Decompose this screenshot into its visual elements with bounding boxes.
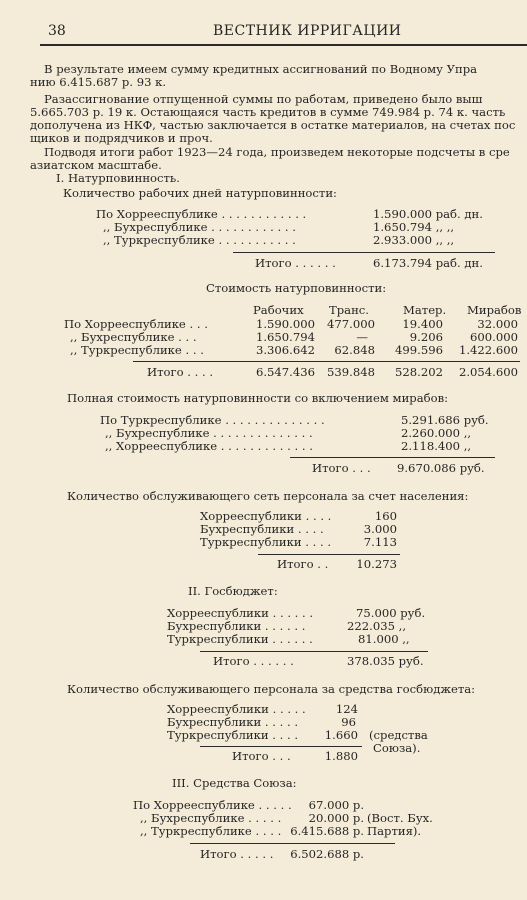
days-row-value: 2.933.000 ,, ,, [373,233,455,247]
full-cost-total-label: Итого . . . [312,461,371,475]
days-row-value: 1.590.000 раб. дн. [373,207,483,221]
cost-column-header: Рабочих [253,303,304,317]
population-staff-row-label: Хоррееспублики . . . . [200,509,332,523]
cost-cell: 1.422.600 [458,343,518,357]
budget-total-label: Итого . . . . . . [213,654,294,668]
budget-row-label: Туркреспублики . . . . . . [167,632,313,646]
union-row-value: 67.000 р. [308,798,364,812]
section-2-heading: II. Госбюджет: [188,584,278,598]
budget-staff-total-value: 1.880 [324,749,358,763]
header-rule [40,44,527,46]
population-staff-total-value: 10.273 [356,557,397,571]
population-staff-row-label: Бухреспублики . . . . [200,522,324,536]
budget-staff-row-value: 96 [341,715,356,729]
budget-staff-row-value: 124 [335,702,358,716]
cost-total-rule [133,361,520,362]
budget-row-label: Бухреспублики . . . . . . [167,619,306,633]
cost-row-label: ,, Туркреспублике . . . [70,343,204,357]
union-row-label: ,, Туркреспублике . . . . [140,824,282,838]
section-1-heading: I. Натурповинность. [56,171,180,185]
days-row-label: ,, Туркреспублике . . . . . . . . . . . [103,233,296,247]
intro-paragraph-2-line-3: дополучена из НКФ, частью заключается в остатке материалов, на счетах пос [30,118,516,132]
union-row-label: По Хоррееспублике . . . . . [133,798,292,812]
union-row-label: ,, Бухреспублике . . . . . [140,811,282,825]
cost-row-label: По Хоррееспублике . . . [64,317,208,331]
cost-cell: 3.306.642 [255,343,315,357]
union-row-note: Партия). [367,824,422,838]
population-staff-total-rule [258,554,400,555]
population-staff-title: Количество обслуживающего сеть персонала за счет населения: [67,489,469,503]
population-staff-total-label: Итого . . [277,557,329,571]
population-staff-row-label: Туркреспублики . . . . [200,535,332,549]
cost-total-cell: 528.202 [395,365,443,379]
cost-cell: 477.000 [327,317,375,331]
cost-cell: 62.848 [334,343,375,357]
budget-staff-title: Количество обслуживающего персонала за средства госбюджета: [67,682,476,696]
budget-row-value: 81.000 ,, [358,632,410,646]
budget-staff-note: (средства [369,728,428,742]
days-row-label: По Хоррееспублике . . . . . . . . . . . . [96,207,307,221]
cost-total-cell: 2.054.600 [458,365,518,379]
full-cost-row-label: По Туркреспублике . . . . . . . . . . . . . . [100,413,325,427]
full-cost-title: Полная стоимость натурповинности со включением мирабов: [67,391,449,405]
cost-column-header: Транс. [329,303,369,317]
days-title: Количество рабочих дней натурповинности: [63,186,337,200]
intro-paragraph-3-line-2: азиатском масштабе. [30,158,162,172]
days-total-label: Итого . . . . . . [255,256,336,270]
cost-cell: 9.206 [409,330,443,344]
cost-row-label: ,, Бухреспублике . . . [70,330,197,344]
union-total-value: 6.502.688 р. [290,847,364,861]
population-staff-row-value: 160 [374,509,397,523]
budget-staff-note: Союза). [373,741,421,755]
union-row-value: 6.415.688 р. [290,824,364,838]
intro-paragraph-1-line-1: В результате имеем сумму кредитных ассигнований по Водному Упра [44,62,478,76]
cost-total-label: Итого . . . . [147,365,214,379]
union-row-value: 20.000 р. [308,811,364,825]
cost-total-cell: 539.848 [327,365,375,379]
intro-paragraph-1-line-2: нию 6.415.687 р. 93 к. [30,75,167,89]
budget-total-rule [200,651,428,652]
cost-title: Стоимость натурповинности: [206,281,387,295]
intro-paragraph-2-line-4: щиков и подрядчиков и проч. [30,131,213,145]
intro-paragraph-2-line-1: Разассигнование отпущенной суммы по работам, приведено было выш [44,92,483,106]
budget-staff-row-label: Туркреспублики . . . . [167,728,299,742]
population-staff-row-value: 7.113 [363,535,397,549]
budget-staff-total-label: Итого . . . [232,749,291,763]
page-number: 38 [48,23,66,39]
full-cost-row-label: ,, Хоррееспублике . . . . . . . . . . . . . [105,439,313,453]
days-total-rule [233,252,495,253]
full-cost-total-rule [290,457,495,458]
budget-staff-total-rule [200,746,362,747]
union-row-note: (Вост. Бух. [367,811,433,825]
full-cost-row-label: ,, Бухреспублике . . . . . . . . . . . . . . [105,426,313,440]
union-total-label: Итого . . . . . [200,847,274,861]
cost-column-header: Мирабов [467,303,522,317]
cost-cell: 1.650.794 [255,330,315,344]
cost-cell: 499.596 [395,343,443,357]
population-staff-row-value: 3.000 [363,522,397,536]
cost-cell: 1.590.000 [255,317,315,331]
budget-staff-row-label: Хоррееспублики . . . . . [167,702,306,716]
intro-paragraph-3-line-1: Подводя итоги работ 1923—24 года, произведем некоторые подсчеты в сре [44,145,510,159]
cost-cell: — [356,330,368,344]
journal-title: ВЕСТНИК ИРРИГАЦИИ [213,23,402,39]
cost-cell: 600.000 [470,330,518,344]
cost-cell: 19.400 [402,317,443,331]
cost-column-header: Матер. [403,303,447,317]
days-row-value: 1.650.794 ,, ,, [373,220,455,234]
days-total-value: 6.173.794 раб. дн. [373,256,483,270]
budget-row-value: 75.000 руб. [356,606,426,620]
section-3-heading: III. Средства Союза: [172,776,297,790]
union-total-rule [190,843,395,844]
budget-staff-row-value: 1.660 [324,728,358,742]
intro-paragraph-2-line-2: 5.665.703 р. 19 к. Остающаяся часть кредитов в сумме 749.984 р. 74 к. часть [30,105,506,119]
full-cost-total-value: 9.670.086 руб. [397,461,485,475]
days-row-label: ,, Бухреспублике . . . . . . . . . . . . [103,220,296,234]
budget-staff-row-label: Бухреспублики . . . . . [167,715,299,729]
full-cost-row-value: 2.260.000 ,, [401,426,472,440]
budget-row-label: Хоррееспублики . . . . . . [167,606,314,620]
full-cost-row-value: 5.291.686 руб. [401,413,489,427]
cost-cell: 32.000 [477,317,518,331]
full-cost-row-value: 2.118.400 ,, [401,439,472,453]
budget-total-value: 378.035 руб. [347,654,424,668]
budget-row-value: 222.035 ,, [347,619,406,633]
cost-total-cell: 6.547.436 [255,365,315,379]
